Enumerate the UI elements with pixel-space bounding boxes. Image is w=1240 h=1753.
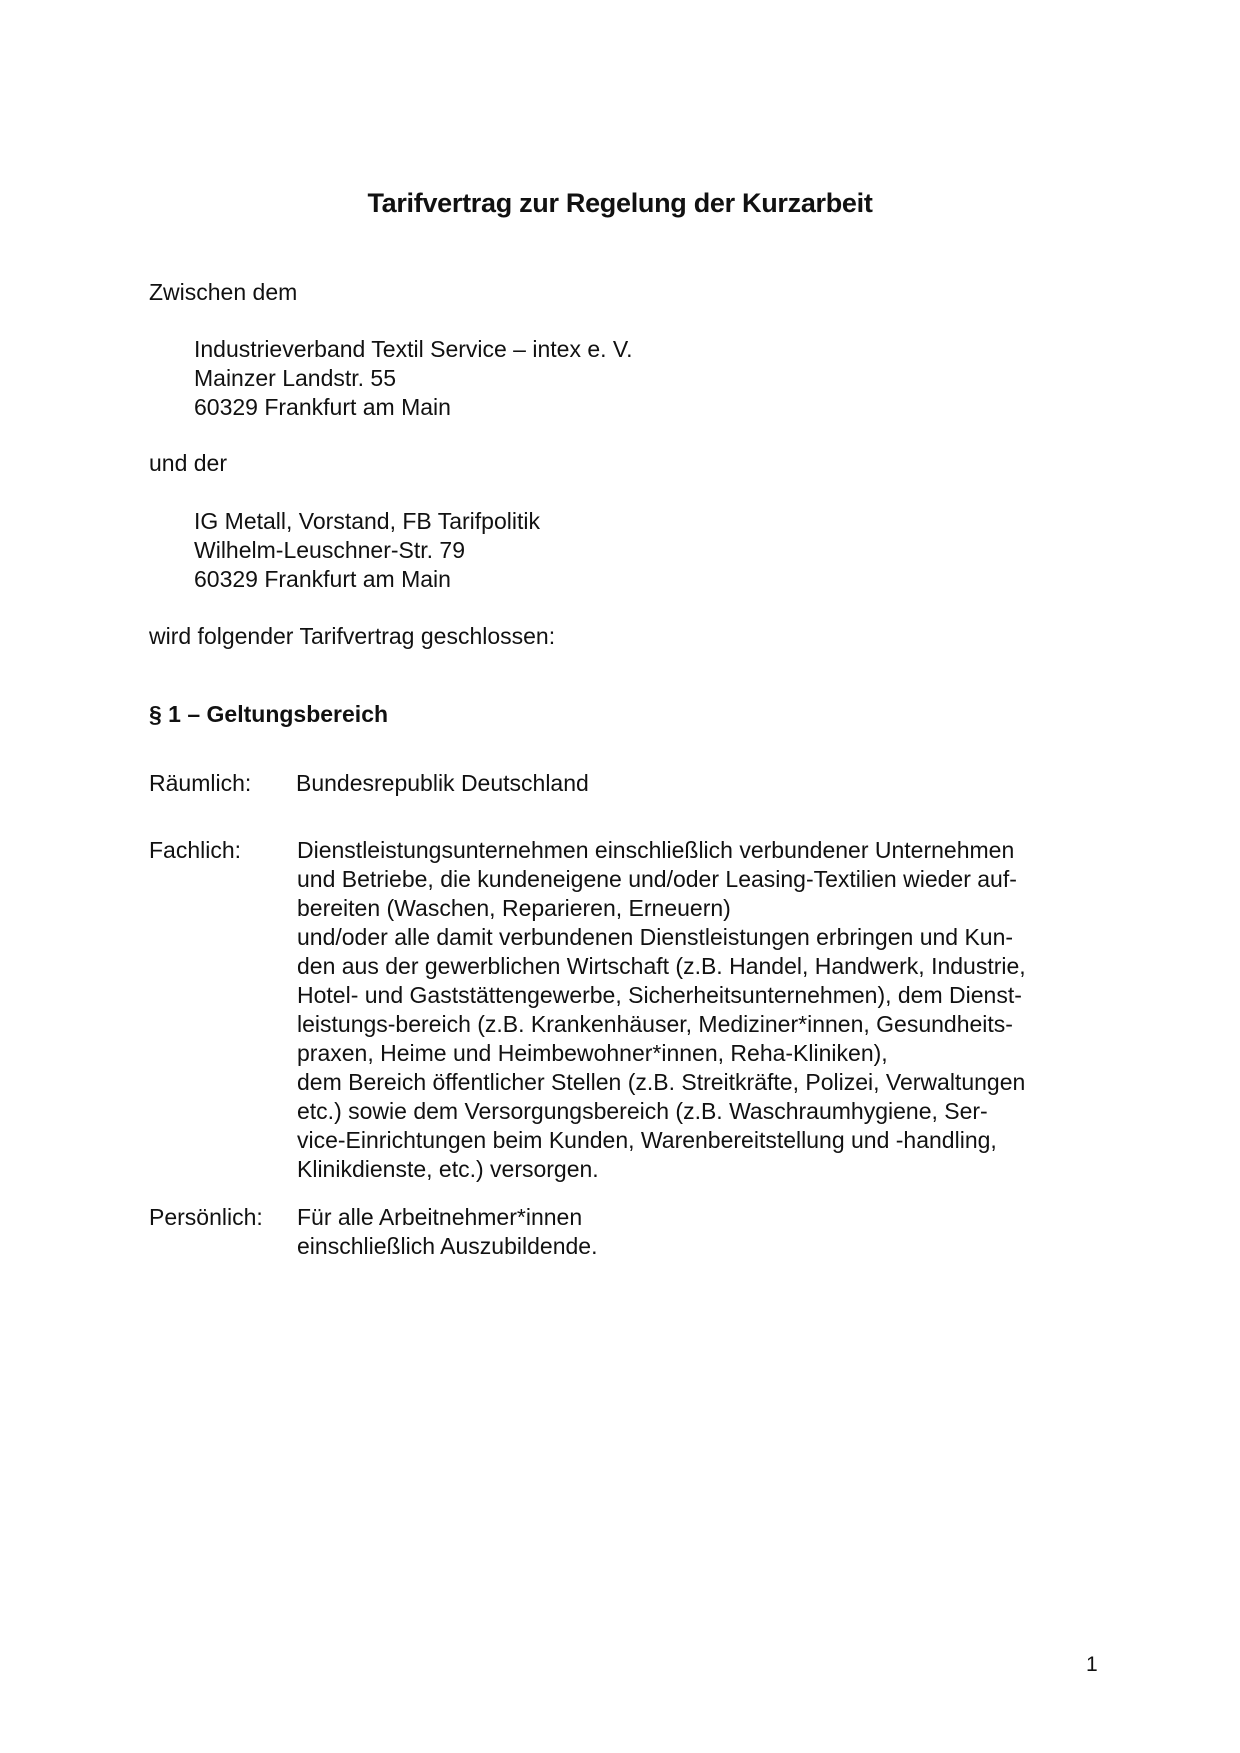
- fachlich-line: praxen, Heime und Heimbewohner*innen, Reha-Kliniken),: [297, 1040, 888, 1066]
- raeumlich-value: Bundesrepublik Deutschland: [296, 770, 589, 796]
- and-the: und der: [149, 450, 228, 476]
- fachlich-text: [297, 836, 1026, 1184]
- party2-address: [194, 507, 540, 594]
- concluded-statement: wird folgender Tarifvertrag geschlossen:: [149, 623, 556, 649]
- party2-name: IG Metall, Vorstand, FB Tarifpolitik: [194, 508, 540, 534]
- party1-name: Industrieverband Textil Service – intex e. V.: [194, 336, 633, 362]
- party2-street: Wilhelm-Leuschner-Str. 79: [194, 537, 465, 563]
- persoenlich-line: einschließlich Auszubildende.: [297, 1233, 598, 1259]
- fachlich-line: den aus der gewerblichen Wirtschaft (z.B. Handel, Handwerk, Industrie,: [297, 953, 1026, 979]
- fachlich-line: leistungs-bereich (z.B. Krankenhäuser, Mediziner*innen, Gesundheits-: [297, 1011, 1013, 1037]
- party1-address: [194, 335, 633, 422]
- party1-city: 60329 Frankfurt am Main: [194, 394, 451, 420]
- fachlich-line: etc.) sowie dem Versorgungsbereich (z.B. Waschraumhygiene, Ser-: [297, 1098, 988, 1124]
- section1-heading: § 1 – Geltungsbereich: [149, 701, 389, 727]
- fachlich-line: und/oder alle damit verbundenen Dienstleistungen erbringen und Kun-: [297, 924, 1014, 950]
- fachlich-line: Hotel- und Gaststättengewerbe, Sicherheitsunternehmen), dem Dienst-: [297, 982, 1022, 1008]
- fachlich-line: vice-Einrichtungen beim Kunden, Warenbereitstellung und -handling,: [297, 1127, 997, 1153]
- page-number: 1: [1086, 1653, 1098, 1676]
- document-title: Tarifvertrag zur Regelung der Kurzarbeit: [367, 188, 873, 218]
- fachlich-line: bereiten (Waschen, Reparieren, Erneuern): [297, 895, 731, 921]
- fachlich-line: und Betriebe, die kundeneigene und/oder Leasing-Textilien wieder auf-: [297, 866, 1017, 892]
- intro-between: Zwischen dem: [149, 279, 298, 305]
- raeumlich-label: Räumlich:: [149, 770, 252, 796]
- party1-street: Mainzer Landstr. 55: [194, 365, 397, 391]
- fachlich-line: dem Bereich öffentlicher Stellen (z.B. Streitkräfte, Polizei, Verwaltungen: [297, 1069, 1026, 1095]
- party2-city: 60329 Frankfurt am Main: [194, 566, 451, 592]
- fachlich-line: Klinikdienste, etc.) versorgen.: [297, 1156, 599, 1182]
- persoenlich-text: [297, 1203, 597, 1261]
- fachlich-label: Fachlich:: [149, 837, 242, 863]
- persoenlich-line: Für alle Arbeitnehmer*innen: [297, 1204, 583, 1230]
- persoenlich-label: Persönlich:: [149, 1204, 263, 1230]
- fachlich-line: Dienstleistungsunternehmen einschließlich verbundener Unternehmen: [297, 837, 1015, 863]
